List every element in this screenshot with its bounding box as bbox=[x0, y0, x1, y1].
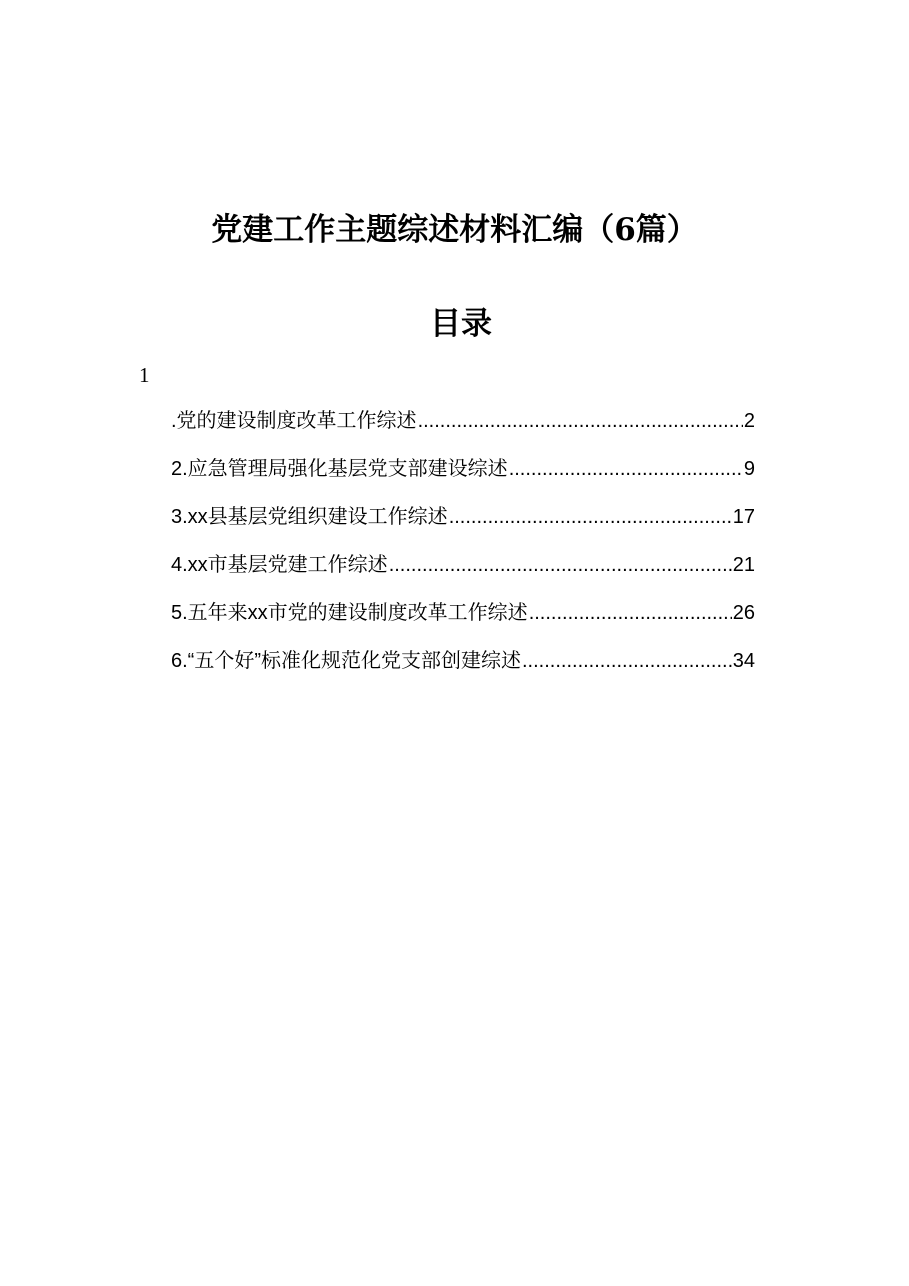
toc-entry-4[interactable] bbox=[171, 548, 755, 596]
toc-dot-leader bbox=[389, 548, 732, 582]
toc-entry-3[interactable] bbox=[171, 500, 755, 548]
toc-entry-title: 6.“五个好”标准化规范化党支部创建综述 bbox=[171, 650, 521, 672]
page-number-marker: 1 bbox=[139, 363, 150, 387]
toc-entry-title: .党的建设制度改革工作综述 bbox=[171, 410, 417, 432]
toc-entry-5[interactable] bbox=[171, 596, 755, 644]
table-of-contents bbox=[171, 404, 755, 692]
toc-entry-page: 21 bbox=[732, 554, 755, 576]
toc-entry-title: 3.xx县基层党组织建设工作综述 bbox=[171, 506, 448, 528]
toc-entry-page: 26 bbox=[732, 602, 755, 624]
toc-entry-title: 2.应急管理局强化基层党支部建设综述 bbox=[171, 458, 508, 480]
toc-entry-page: 34 bbox=[732, 650, 755, 672]
toc-entry-title: 4.xx市基层党建工作综述 bbox=[171, 554, 388, 576]
toc-heading: 目录 bbox=[430, 306, 492, 342]
toc-entry-title: 5.五年来xx市党的建设制度改革工作综述 bbox=[171, 602, 528, 624]
toc-dot-leader bbox=[449, 500, 732, 534]
toc-dot-leader bbox=[529, 596, 732, 630]
toc-entry-1[interactable] bbox=[171, 404, 755, 452]
toc-entry-page: 2 bbox=[743, 410, 755, 432]
toc-entry-6[interactable] bbox=[171, 644, 755, 692]
document-title: 党建工作主题综述材料汇编（6篇） bbox=[211, 212, 698, 248]
toc-entry-page: 17 bbox=[732, 506, 755, 528]
toc-entry-page: 9 bbox=[743, 458, 755, 480]
toc-dot-leader bbox=[522, 644, 732, 678]
toc-entry-2[interactable] bbox=[171, 452, 755, 500]
toc-dot-leader bbox=[509, 452, 743, 486]
toc-dot-leader bbox=[418, 404, 743, 438]
